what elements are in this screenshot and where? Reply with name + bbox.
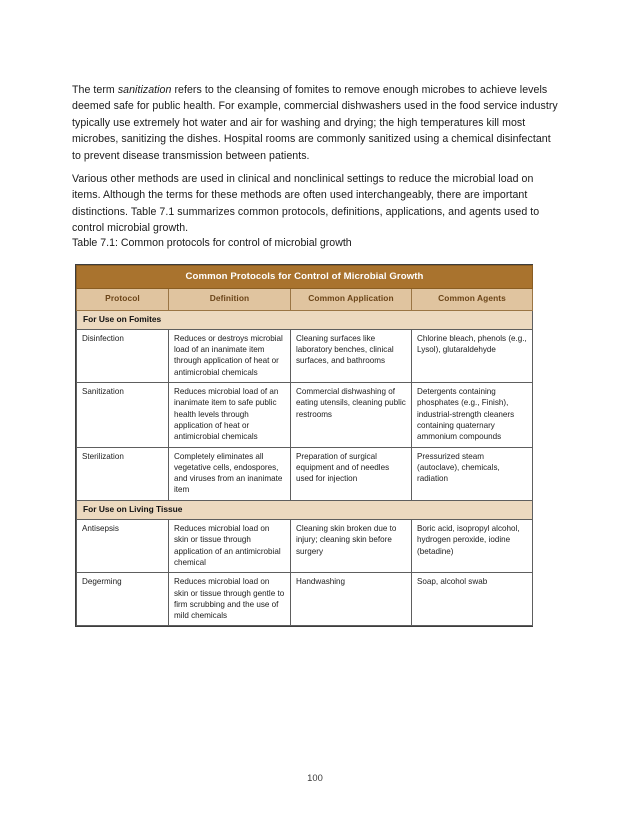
cell-protocol: Antisepsis xyxy=(77,520,169,573)
cell-definition: Reduces microbial load on skin or tissue through gentle to firm scrubbing and the use of mild chemicals xyxy=(169,573,291,626)
table-title-row xyxy=(77,266,533,289)
text-run-2: refers to the cleansing of fomites to remove enough microbes to achieve levels deemed safe for public health. For example, commercial dishwashers used in the food service industry typically use extremely hot water and air for washing and drying; the high temperatures kill most microbes, sanitizing the dishes. Hospital rooms are commonly sanitized using a chemical disinfectant to prevent disease transmission between patients. xyxy=(72,83,558,162)
column-header-common-application: Common Application xyxy=(291,289,412,310)
table-row xyxy=(77,573,533,626)
paragraph-sanitization xyxy=(72,82,559,165)
cell-definition: Reduces microbial load of an inanimate item to safe public health levels through application of heat or antimicrobial chemicals xyxy=(169,383,291,447)
cell-common-application: Handwashing xyxy=(291,573,412,626)
cell-protocol: Sterilization xyxy=(77,447,169,500)
cell-protocol: Sanitization xyxy=(77,383,169,447)
cell-common-application: Cleaning surfaces like laboratory benches, clinical surfaces, and bathrooms xyxy=(291,329,412,382)
column-header-definition: Definition xyxy=(169,289,291,310)
cell-common-agents: Pressurized steam (autoclave), chemicals, radiation xyxy=(412,447,533,500)
table-row xyxy=(77,329,533,382)
table-row xyxy=(77,520,533,573)
text-run-1: sanitization xyxy=(117,83,172,96)
cell-common-agents: Detergents containing phosphates (e.g., Finish), industrial-strength cleaners containing quaternary ammonium compounds xyxy=(412,383,533,447)
section-heading: For Use on Living Tissue xyxy=(77,500,533,519)
text-run-0: The term xyxy=(72,83,118,96)
table-title: Common Protocols for Control of Microbial Growth xyxy=(77,266,533,289)
cell-common-agents: Boric acid, isopropyl alcohol, hydrogen peroxide, iodine (betadine) xyxy=(412,520,533,573)
table-section-header-row xyxy=(77,500,533,519)
column-header-common-agents: Common Agents xyxy=(412,289,533,310)
cell-common-application: Preparation of surgical equipment and of needles used for injection xyxy=(291,447,412,500)
cell-common-application: Commercial dishwashing of eating utensils, cleaning public restrooms xyxy=(291,383,412,447)
protocols-table-container xyxy=(76,265,532,626)
table-row xyxy=(77,383,533,447)
cell-definition: Completely eliminates all vegetative cells, endospores, and viruses from an inanimate item xyxy=(169,447,291,500)
cell-protocol: Disinfection xyxy=(77,329,169,382)
column-header-protocol: Protocol xyxy=(77,289,169,310)
paragraph-other-methods xyxy=(72,171,559,237)
cell-definition: Reduces or destroys microbial load of an inanimate item through application of heat or antimicrobial chemicals xyxy=(169,329,291,382)
table-column-header-row xyxy=(77,289,533,310)
table-caption: Table 7.1: Common protocols for control of microbial growth xyxy=(72,237,352,249)
cell-common-agents: Chlorine bleach, phenols (e.g., Lysol), glutaraldehyde xyxy=(412,329,533,382)
table-row xyxy=(77,447,533,500)
text-run-0: Various other methods are used in clinical and nonclinical settings to reduce the microbial load on items. Although the terms for these methods are often used interchangeably, there are important distinctions. Table 7.1 summarizes common protocols, definitions, applications, and agents used to control microbial growth. xyxy=(72,172,540,235)
protocols-table xyxy=(76,265,533,626)
cell-common-agents: Soap, alcohol swab xyxy=(412,573,533,626)
cell-definition: Reduces microbial load on skin or tissue through application of an antimicrobial chemical xyxy=(169,520,291,573)
section-heading: For Use on Fomites xyxy=(77,310,533,329)
page-number: 100 xyxy=(307,772,323,783)
cell-common-application: Cleaning skin broken due to injury; cleaning skin before surgery xyxy=(291,520,412,573)
table-section-header-row xyxy=(77,310,533,329)
cell-protocol: Degerming xyxy=(77,573,169,626)
